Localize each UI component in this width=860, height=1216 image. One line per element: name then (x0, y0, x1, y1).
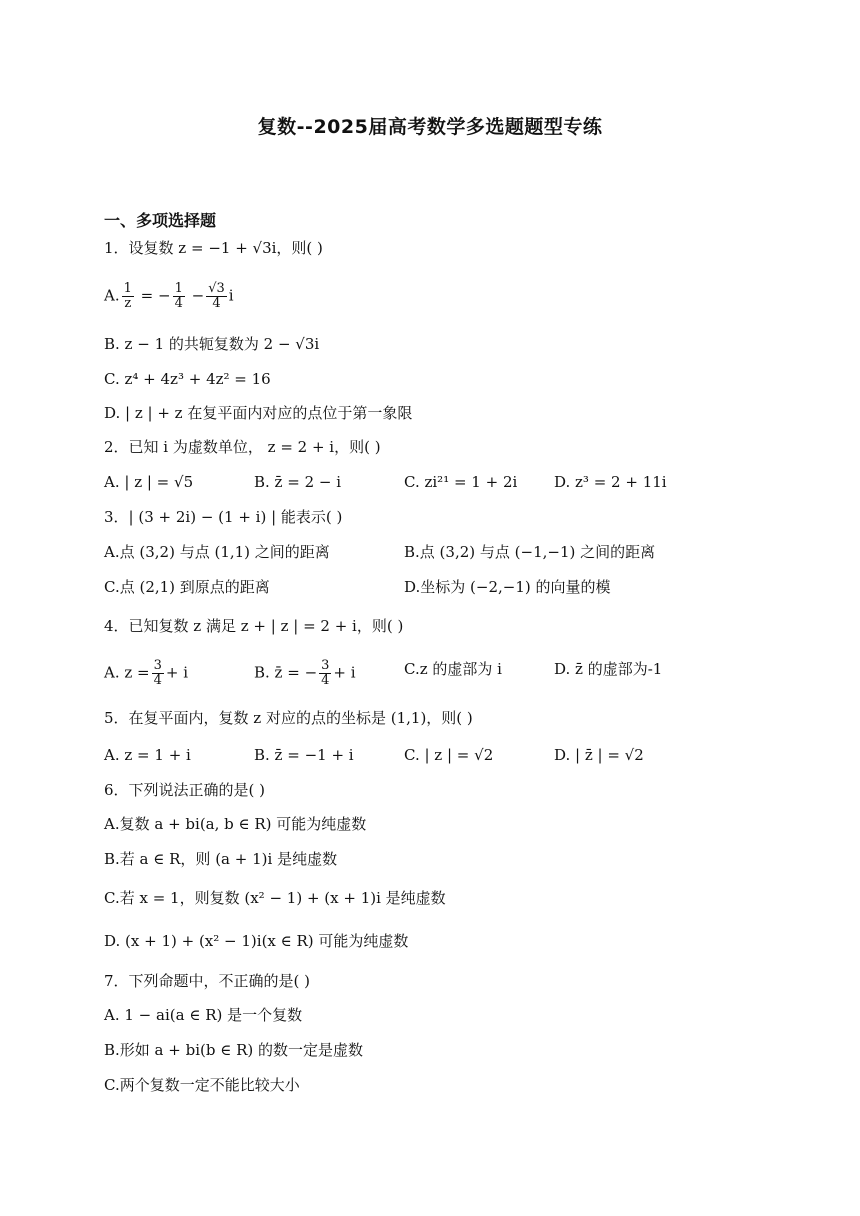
question-1-option-b: B. z − 1 的共轭复数为 2 − √3i (104, 335, 320, 353)
question-1-stem: 1．设复数 z = −1 + √3i，则( ) (104, 239, 323, 257)
question-7-option-a: A. 1 − ai(a ∈ R) 是一个复数 (104, 1006, 303, 1024)
section-heading: 一、多项选择题 (104, 211, 217, 230)
question-3-option-d: D.坐标为 (−2,−1) 的向量的模 (404, 578, 611, 596)
question-6-option-b: B.若 a ∈ R，则 (a + 1)i 是纯虚数 (104, 850, 338, 868)
question-4-stem: 4．已知复数 z 满足 z + | z | = 2 + i，则( ) (104, 617, 404, 635)
question-1-option-a: A. $\frac{1}{z}$ = − $\frac{1}{4}$ − $\frac{√3}{4}$ i (104, 281, 234, 311)
question-6-stem: 6．下列说法正确的是( ) (104, 781, 266, 799)
question-3-option-a: A.点 (3,2) 与点 (1,1) 之间的距离 (104, 543, 330, 561)
question-4-option-b: B. z̄ = − $\frac{3}{4}$ + i (254, 658, 356, 688)
question-5-option-b: B. z̄ = −1 + i (254, 746, 354, 764)
question-3-option-c: C.点 (2,1) 到原点的距离 (104, 578, 270, 596)
question-3-option-b: B.点 (3,2) 与点 (−1,−1) 之间的距离 (404, 543, 656, 561)
question-2-option-d: D. z³ = 2 + 11i (554, 473, 667, 491)
question-5-option-a: A. z = 1 + i (104, 746, 191, 764)
question-7-stem: 7．下列命题中，不正确的是( ) (104, 972, 311, 990)
question-2-option-a: A. | z | = √5 (104, 473, 194, 491)
question-2-option-c: C. zi²¹ = 1 + 2i (404, 473, 518, 491)
question-5-option-c: C. | z | = √2 (404, 746, 494, 764)
question-1-option-d: D. | z | + z 在复平面内对应的点位于第一象限 (104, 404, 413, 422)
page-title: 复数--2025届高考数学多选题题型专练 (257, 116, 603, 138)
question-3-stem: 3．| (3 + 2i) − (1 + i) | 能表示( ) (104, 508, 343, 526)
question-6-option-c: C.若 x = 1，则复数 (x² − 1) + (x + 1)i 是纯虚数 (104, 889, 446, 907)
question-6-option-a: A.复数 a + bi(a, b ∈ R) 可能为纯虚数 (104, 815, 367, 833)
question-7-option-c: C.两个复数一定不能比较大小 (104, 1076, 300, 1094)
question-7-option-b: B.形如 a + bi(b ∈ R) 的数一定是虚数 (104, 1041, 364, 1059)
question-4-option-c: C.z 的虚部为 i (404, 660, 502, 678)
question-2-option-b: B. z̄ = 2 − i (254, 473, 342, 491)
question-5-option-d: D. | z̄ | = √2 (554, 746, 644, 764)
question-2-stem: 2．已知 i 为虚数单位， z = 2 + i，则( ) (104, 438, 381, 456)
question-5-stem: 5．在复平面内，复数 z 对应的点的坐标是 (1,1)，则( ) (104, 709, 473, 727)
question-1-option-c: C. z⁴ + 4z³ + 4z² = 16 (104, 370, 271, 388)
question-4-option-a: A. z = $\frac{3}{4}$ + i (104, 658, 189, 688)
question-4-option-d: D. z̄ 的虚部为-1 (554, 660, 663, 678)
question-6-option-d: D. (x + 1) + (x² − 1)i(x ∈ R) 可能为纯虚数 (104, 932, 409, 950)
